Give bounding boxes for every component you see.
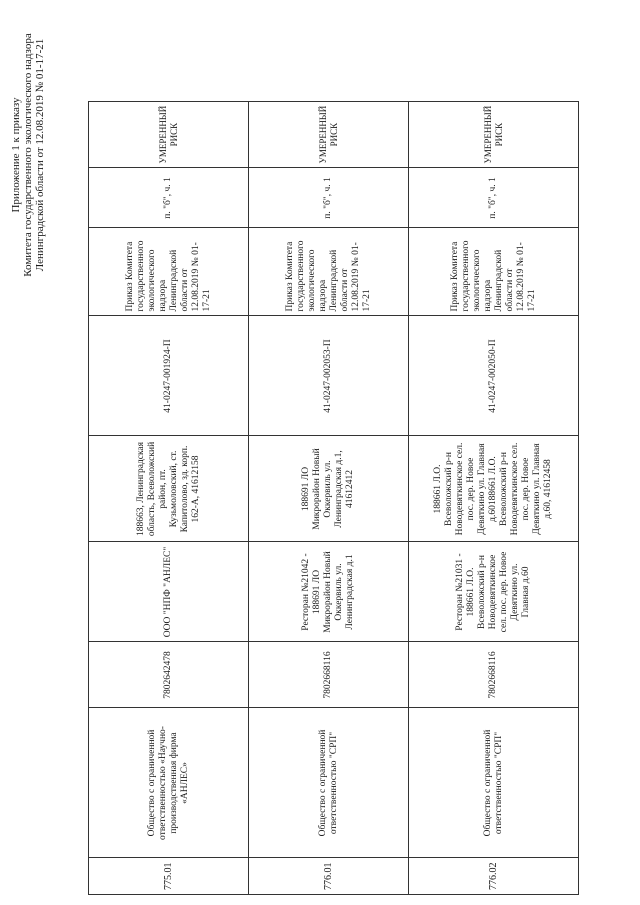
table-row [409, 101, 579, 894]
object-name: Ресторан №21031 - 188661 Л.О. Всеволожский р-н Новодевяткинское сел. пос. дер. Новое Девяткино ул. Главная д.60 [409, 542, 579, 642]
onv-code: 41-0247-002050-П [409, 316, 579, 436]
row-number: 776.01 [249, 858, 409, 895]
row-number: 776.02 [409, 858, 579, 895]
legal-clause: п. "б", ч. 1 [89, 168, 249, 228]
legal-clause: п. "б", ч. 1 [409, 168, 579, 228]
row-number: 775.01 [89, 858, 249, 895]
registry-table [88, 101, 579, 895]
header-line-committee: Комитета государственного экологического надзора [22, 33, 34, 277]
order-reference: Приказ Комитета государственного экологического надзора Ленинградской области от 12.08.2019 № 01-17-21 [89, 228, 249, 316]
object-address: 188691 ЛО Микрорайон Новый Оккервиль ул. Ленинградская д.1, 41612412 [249, 436, 409, 542]
object-name: Ресторан №21042 - 188691 ЛО Микрорайон Новый Оккервиль ул. Ленинградская д.1 [249, 542, 409, 642]
onv-code: 41-0247-001924-П [89, 316, 249, 436]
table-row [89, 101, 249, 894]
onv-code: 41-0247-002053-П [249, 316, 409, 436]
organization-name: Общество с ограниченной ответственностью «Научно-производственная фирма «АНЛЕС» [89, 708, 249, 858]
inn-cell: 7802642478 [89, 642, 249, 708]
object-address: 188663, Ленинградская область, Всеволожский район, пт. Кузьмоловский, ст. Капитолово, зд. корп. 162-А, 41612158 [89, 436, 249, 542]
organization-name: Общество с ограниченной ответственностью "СРП" [249, 708, 409, 858]
header-line-order-date: Ленинградской области от 12.08.2019 № 01-17-21 [34, 38, 46, 272]
risk-category: УМЕРЕННЫЙ РИСК [89, 101, 249, 168]
inn-cell: 7802668116 [249, 642, 409, 708]
inn-cell: 7802668116 [409, 642, 579, 708]
object-name: ООО "НПФ "АНЛЕС" [89, 542, 249, 642]
order-reference: Приказ Комитета государственного экологического надзора Ленинградской области от 12.08.2019 № 01-17-21 [409, 228, 579, 316]
table-row [249, 101, 409, 894]
risk-category: УМЕРЕННЫЙ РИСК [249, 101, 409, 168]
organization-name: Общество с ограниченной ответственностью "СРП" [409, 708, 579, 858]
header-line-appendix: Приложение 1 к приказу [10, 97, 22, 213]
legal-clause: п. "б", ч. 1 [249, 168, 409, 228]
risk-category: УМЕРЕННЫЙ РИСК [409, 101, 579, 168]
order-reference: Приказ Комитета государственного экологического надзора Ленинградской области от 12.08.2019 № 01-17-21 [249, 228, 409, 316]
object-address: 188661 Л.О. Всеволожский р-н Новодевяткинское сел. пос. дер. Новое Девяткино ул. Главная д.60188661 Л.О. Всеволожский р-н Новодевяткинское сел. пос. дер. Новое Девяткино ул. Главная д.60, 41612458 [409, 436, 579, 542]
document-header [10, 5, 46, 305]
